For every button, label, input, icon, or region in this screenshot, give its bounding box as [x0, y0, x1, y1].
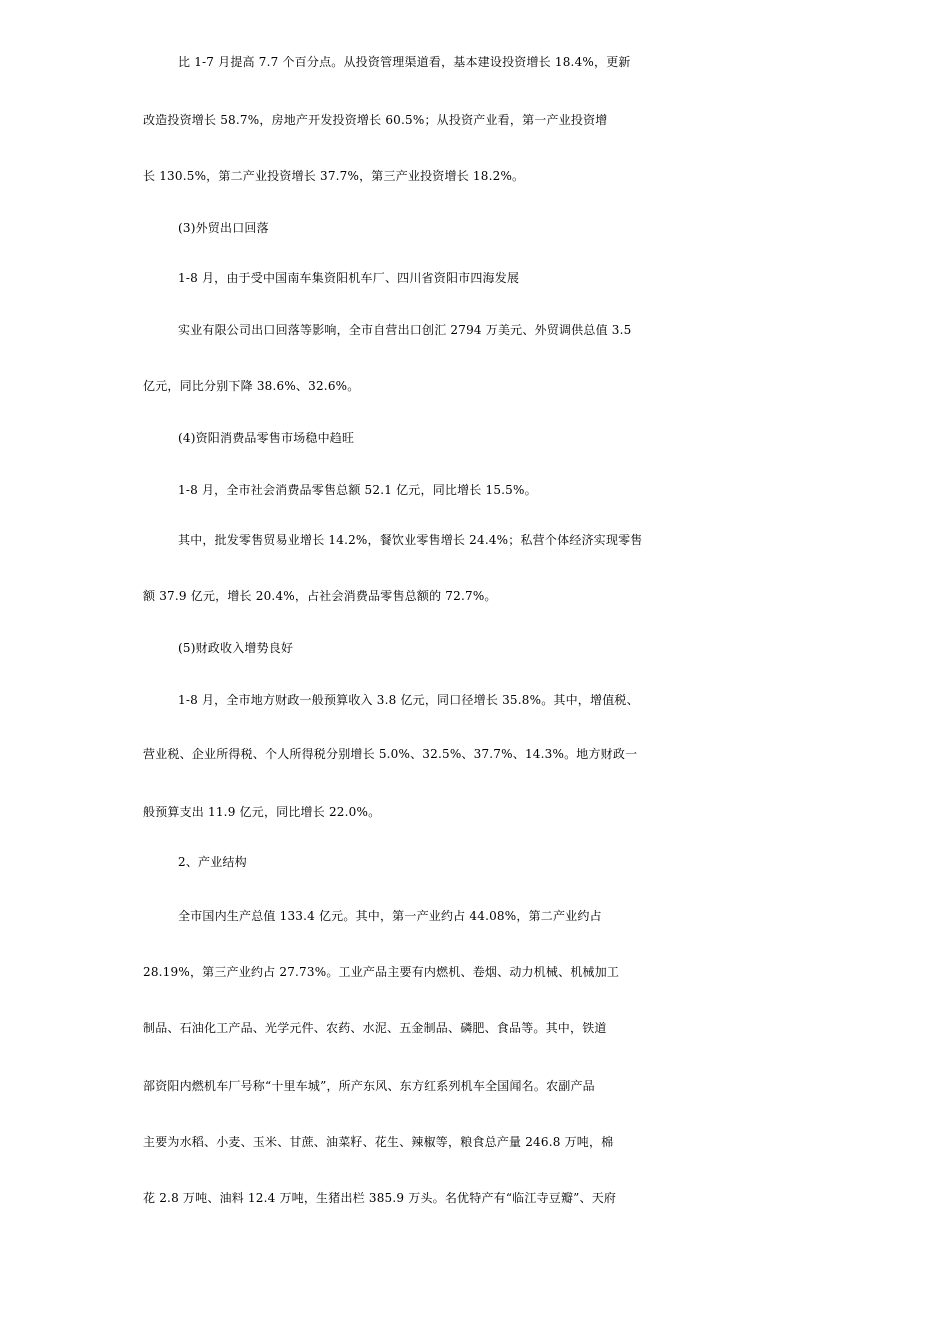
- paragraph-line: 1-8 月，全市地方财政一般预算收入 3.8 亿元，同口径增长 35.8%。其中，增值税、: [178, 693, 639, 707]
- paragraph-line: 部资阳内燃机车厂号称“十里车城”，所产东风、东方红系列机车全国闻名。农副产品: [143, 1079, 595, 1093]
- paragraph-line: 长 130.5%，第二产业投资增长 37.7%，第三产业投资增长 18.2%。: [143, 169, 525, 183]
- paragraph-line: 1-8 月，由于受中国南车集资阳机车厂、四川省资阳市四海发展: [178, 271, 520, 285]
- paragraph-line: 改造投资增长 58.7%，房地产开发投资增长 60.5%；从投资产业看，第一产业投资增: [143, 113, 608, 127]
- paragraph-line: 制品、石油化工产品、光学元件、农药、水泥、五金制品、磷肥、食品等。其中，铁道: [143, 1021, 607, 1035]
- section-heading: (3)外贸出口回落: [178, 221, 269, 235]
- paragraph-line: 比 1-7 月提高 7.7 个百分点。从投资管理渠道看，基本建设投资增长 18.4%，更新: [178, 55, 631, 69]
- section-heading: 2、产业结构: [178, 855, 247, 869]
- paragraph-line: 主要为水稻、小麦、玉米、甘蔗、油菜籽、花生、辣椒等，粮食总产量 246.8 万吨，棉: [143, 1135, 614, 1149]
- paragraph-line: 营业税、企业所得税、个人所得税分别增长 5.0%、32.5%、37.7%、14.3%。地方财政一: [143, 747, 638, 761]
- paragraph-line: 般预算支出 11.9 亿元，同比增长 22.0%。: [143, 805, 381, 819]
- paragraph-line: 实业有限公司出口回落等影响，全市自营出口创汇 2794 万美元、外贸调供总值 3.5: [178, 323, 632, 337]
- paragraph-line: 1-8 月，全市社会消费品零售总额 52.1 亿元，同比增长 15.5%。: [178, 483, 537, 497]
- paragraph-line: 额 37.9 亿元，增长 20.4%，占社会消费品零售总额的 72.7%。: [143, 589, 497, 603]
- section-heading: (4)资阳消费品零售市场稳中趋旺: [178, 431, 355, 445]
- section-heading: (5)财政收入增势良好: [178, 641, 294, 655]
- paragraph-line: 亿元，同比分别下降 38.6%、32.6%。: [143, 379, 360, 393]
- paragraph-line: 全市国内生产总值 133.4 亿元。其中，第一产业约占 44.08%，第二产业约占: [178, 909, 602, 923]
- paragraph-line: 其中，批发零售贸易业增长 14.2%，餐饮业零售增长 24.4%；私营个体经济实现零售: [178, 533, 643, 547]
- paragraph-line: 28.19%，第三产业约占 27.73%。工业产品主要有内燃机、卷烟、动力机械、机械加工: [143, 965, 620, 979]
- paragraph-line: 花 2.8 万吨、油料 12.4 万吨，生猪出栏 385.9 万头。名优特产有“临江寺豆瓣”、天府: [143, 1191, 617, 1205]
